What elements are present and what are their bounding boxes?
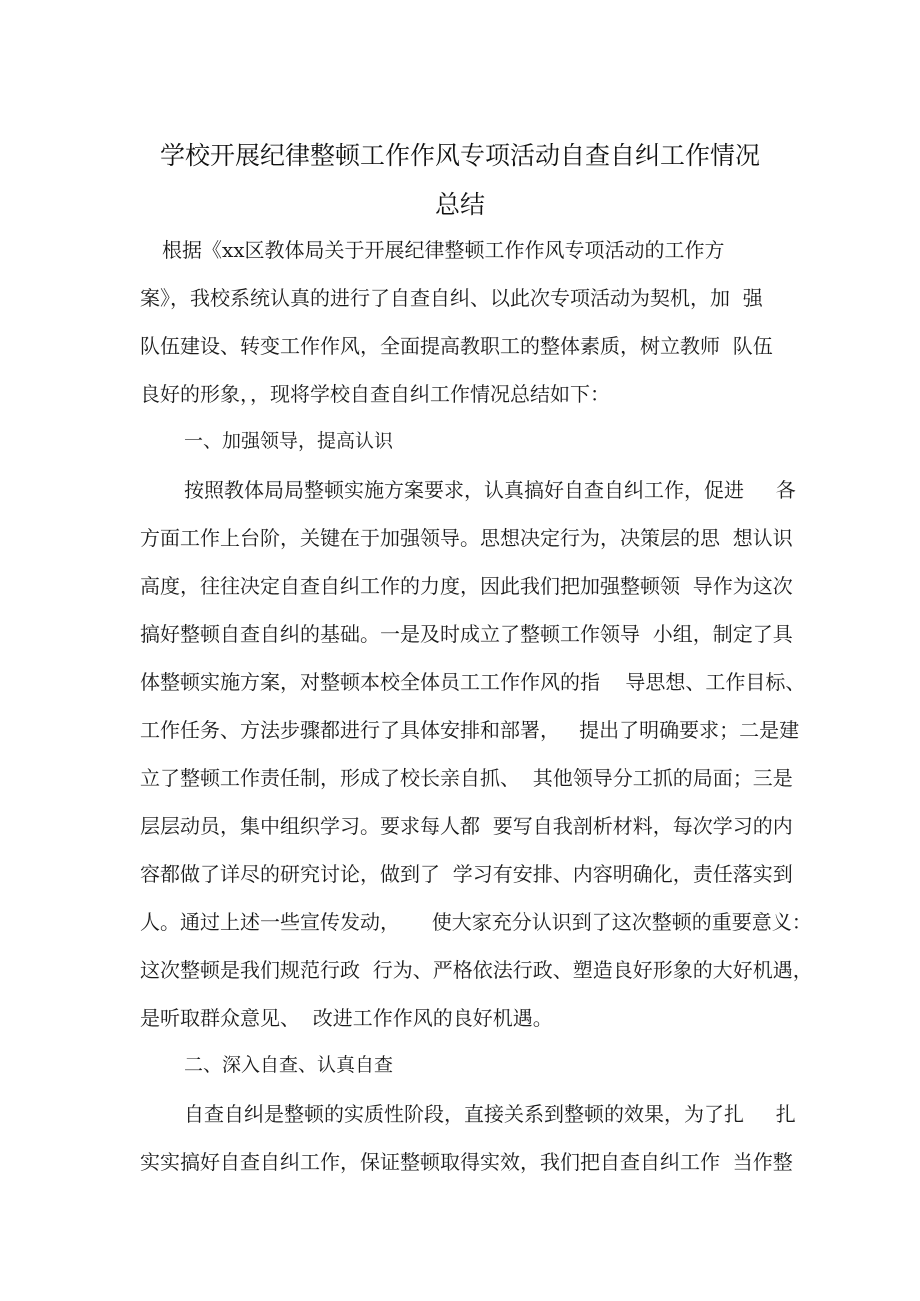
paragraph-line: 方面工作上台阶，关键在于加强领导。思想决定行为，决策层的思 想认识: [140, 526, 793, 550]
intro-line: 根据《xx区教体局关于开展纪律整顿工作作风专项活动的工作方: [162, 238, 725, 262]
paragraph-line: 是听取群众意见、 改进工作作风的良好机遇。: [140, 1006, 553, 1030]
paragraph-line: 工作任务、方法步骤都进行了具体安排和部署， 提出了明确要求；二是建: [140, 718, 800, 742]
paragraph-line: 高度，往往决定自查自纠工作的力度，因此我们把加强整顿领 导作为这次: [140, 574, 793, 598]
paragraph-line: 立了整顿工作责任制，形成了校长亲自抓、 其他领导分工抓的局面；三是: [140, 766, 793, 790]
paragraph-line: 实实搞好自查自纠工作，保证整顿取得实效，我们把自查自纠工作 当作整: [140, 1150, 793, 1174]
paragraph-line: 层层动员，集中组织学习。要求每人都 要写自我剖析材料，每次学习的内: [140, 814, 793, 838]
paragraph-line: 按照教体局局整顿实施方案要求，认真搞好自查自纠工作，促进 各: [184, 478, 796, 502]
intro-line: 良好的形象，，现将学校自查自纠工作情况总结如下：: [140, 382, 610, 406]
document-title-continued: 总结: [434, 190, 485, 219]
paragraph-line: 自查自纠是整顿的实质性阶段，直接关系到整顿的效果，为了扎 扎: [184, 1102, 796, 1126]
document-title: 学校开展纪律整顿工作作风专项活动自查自纠工作情况: [159, 141, 760, 170]
intro-line: 案》，我校系统认真的进行了自查自纠、以此次专项活动为契机，加 强: [140, 286, 763, 310]
paragraph-line: 这次整顿是我们规范行政 行为、严格依法行政、塑造良好形象的大好机遇，: [140, 958, 813, 982]
intro-line: 队伍建设、转变工作作风，全面提高教职工的整体素质，树立教师 队伍: [140, 334, 773, 358]
section-heading-2: 二、深入自查、认真自查: [184, 1054, 394, 1076]
paragraph-line: 搞好整顿自查自纠的基础。一是及时成立了整顿工作领导 小组，制定了具: [140, 622, 793, 646]
paragraph-line: 人。通过上述一些宣传发动， 使大家充分认识到了这次整顿的重要意义：: [140, 910, 812, 934]
paragraph-line: 容都做了详尽的研究讨论，做到了 学习有安排、内容明确化，责任落实到: [140, 862, 793, 886]
section-heading-1: 一、加强领导，提高认识: [184, 430, 394, 452]
paragraph-line: 体整顿实施方案，对整顿本校全体员工工作作风的指 导思想、工作目标、: [140, 670, 806, 694]
